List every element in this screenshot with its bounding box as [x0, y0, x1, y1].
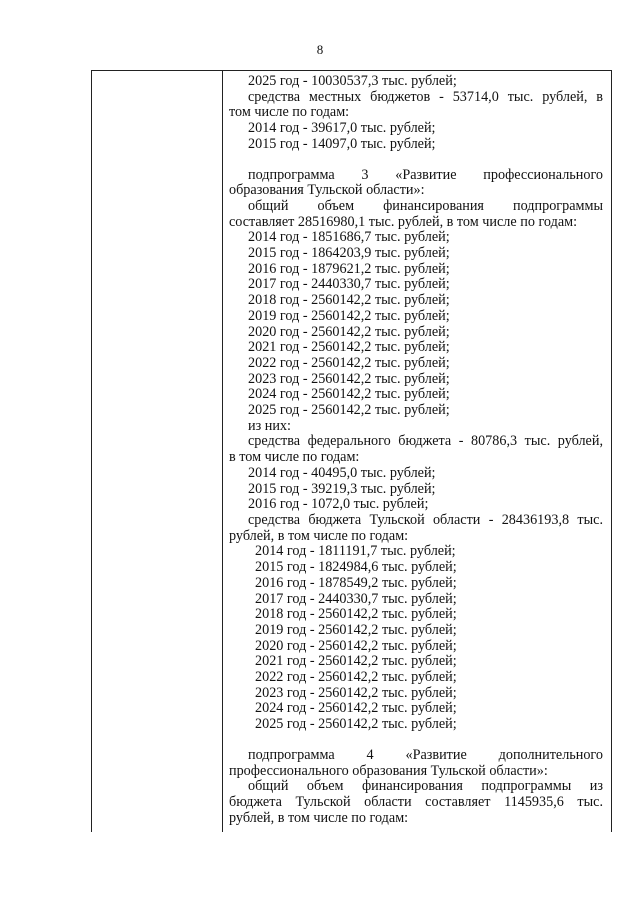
- text-line: 2022 год - 2560142,2 тыс. рублей;: [255, 669, 457, 686]
- text-line: 2024 год - 2560142,2 тыс. рублей;: [248, 386, 450, 403]
- text-line: образования Тульской области»:: [229, 182, 425, 199]
- spacer: [229, 153, 603, 168]
- text-line: 2016 год - 1878549,2 тыс. рублей;: [255, 574, 457, 591]
- text-line: 2025 год - 10030537,3 тыс. рублей;: [248, 73, 457, 89]
- budget-table: [91, 70, 612, 832]
- text-line: 2023 год - 2560142,2 тыс. рублей;: [248, 370, 450, 387]
- spacer: [229, 733, 603, 748]
- text-line: в том числе по годам:: [229, 449, 360, 466]
- text-line: 2019 год - 2560142,2 тыс. рублей;: [248, 307, 450, 324]
- text-line: 2015 год - 1824984,6 тыс. рублей;: [255, 559, 457, 576]
- text-line: средства местных бюджетов - 53714,0 тыс. рублей, в: [248, 88, 603, 105]
- text-line: 2015 год - 14097,0 тыс. рублей;: [248, 135, 436, 152]
- text-line: средства федерального бюджета - 80786,3 тыс. рублей,: [248, 433, 603, 450]
- text-line: рублей, в том числе по годам:: [229, 809, 409, 826]
- text-line: бюджета Тульской области составляет 1145935,6 тыс.: [229, 793, 603, 810]
- text-line: подпрограмма 4 «Развитие дополнительного: [248, 746, 603, 763]
- text-line: 2024 год - 2560142,2 тыс. рублей;: [255, 700, 457, 717]
- text-line: 2025 год - 2560142,2 тыс. рублей;: [255, 716, 457, 733]
- text-line: составляет 28516980,1 тыс. рублей, в том числе по годам:: [229, 213, 578, 230]
- text-line: 2015 год - 39219,3 тыс. рублей;: [248, 480, 436, 497]
- text-line: 2017 год - 2440330,7 тыс. рублей;: [248, 276, 450, 293]
- text-line: 2021 год - 2560142,2 тыс. рублей;: [248, 339, 450, 356]
- text-line: 2016 год - 1879621,2 тыс. рублей;: [248, 260, 450, 277]
- text-line: том числе по годам:: [229, 104, 350, 121]
- text-line: 2014 год - 40495,0 тыс. рублей;: [248, 464, 436, 481]
- table-content-cell: [223, 71, 611, 826]
- text-line: 2014 год - 39617,0 тыс. рублей;: [248, 120, 436, 137]
- text-line: 2014 год - 1811191,7 тыс. рублей;: [255, 543, 456, 560]
- text-line: 2014 год - 1851686,7 тыс. рублей;: [248, 229, 450, 246]
- text-line: 2021 год - 2560142,2 тыс. рублей;: [255, 653, 457, 670]
- text-line: 2020 год - 2560142,2 тыс. рублей;: [248, 323, 450, 340]
- text-line: общий объем финансирования подпрограммы из: [248, 778, 603, 795]
- text-line: 2019 год - 2560142,2 тыс. рублей;: [255, 621, 457, 638]
- text-line: 2020 год - 2560142,2 тыс. рублей;: [255, 637, 457, 654]
- text-line: 2025 год - 2560142,2 тыс. рублей;: [248, 402, 450, 419]
- page-number: 8: [316, 42, 324, 57]
- text-line: из них:: [248, 417, 291, 434]
- text-line: 2018 год - 2560142,2 тыс. рублей;: [248, 292, 450, 309]
- text-line: 2015 год - 1864203,9 тыс. рублей;: [248, 245, 450, 262]
- text-line: рублей, в том числе по годам:: [229, 527, 409, 544]
- text-line: 2016 год - 1072,0 тыс. рублей;: [248, 496, 429, 513]
- text-line: 2023 год - 2560142,2 тыс. рублей;: [255, 684, 457, 701]
- text-line: 2022 год - 2560142,2 тыс. рублей;: [248, 354, 450, 371]
- text-line: 2018 год - 2560142,2 тыс. рублей;: [255, 606, 457, 623]
- text-line: 2017 год - 2440330,7 тыс. рублей;: [255, 590, 457, 607]
- text-line: подпрограмма 3 «Развитие профессионального: [248, 166, 603, 183]
- text-line: профессионального образования Тульской области»:: [229, 762, 548, 779]
- text-line: средства бюджета Тульской области - 28436193,8 тыс.: [248, 511, 603, 528]
- text-line: общий объем финансирования подпрограммы: [248, 197, 603, 214]
